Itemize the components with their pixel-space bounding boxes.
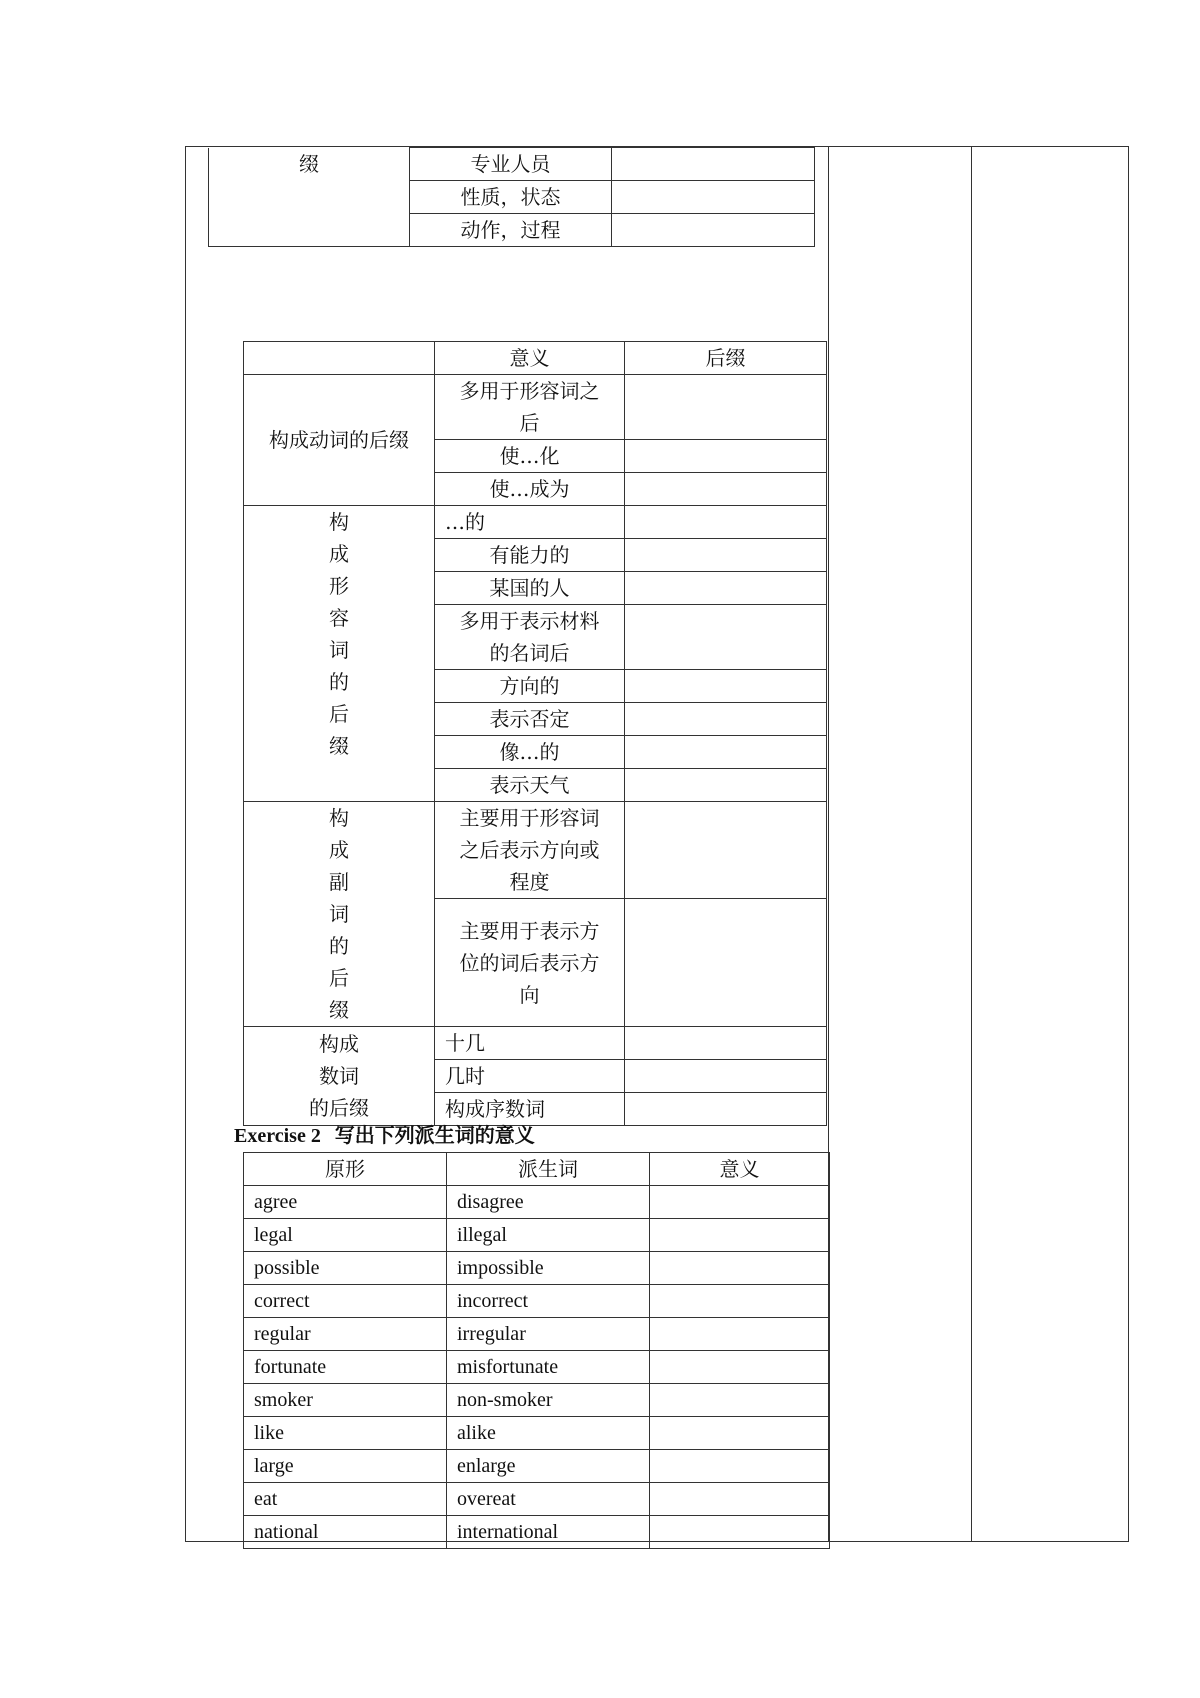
top-meaning-cell: 专业人员	[410, 148, 612, 181]
top-left-cell	[209, 148, 410, 247]
meaning-answer-cell[interactable]	[650, 1417, 830, 1450]
meaning-answer-cell[interactable]	[650, 1186, 830, 1219]
label-char: 词	[329, 902, 349, 926]
table-row	[244, 1351, 830, 1384]
suffix-answer-cell[interactable]	[625, 1060, 827, 1093]
meaning-answer-cell[interactable]	[650, 1516, 830, 1549]
label-char: 成	[329, 838, 349, 862]
base-word: like	[244, 1417, 447, 1450]
meaning-line: 多用于表示材料	[459, 609, 600, 633]
meaning-cell: 某国的人	[435, 572, 625, 605]
meaning-line: 主要用于形容词	[459, 806, 600, 831]
base-word: agree	[244, 1186, 447, 1219]
header-suffix: 后缀	[625, 342, 827, 375]
suffix-answer-cell[interactable]	[625, 605, 827, 670]
header-meaning: 意义	[435, 342, 625, 375]
label-char: 的	[329, 934, 349, 958]
top-suffix-cell[interactable]	[612, 181, 815, 214]
meaning-cell: 表示天气	[435, 769, 625, 802]
ex2-header-derived: 派生词	[447, 1153, 650, 1186]
suffix-table	[243, 341, 827, 1126]
table-row	[244, 1285, 830, 1318]
suffix-answer-cell[interactable]	[625, 572, 827, 605]
base-word: possible	[244, 1252, 447, 1285]
derived-word: international	[447, 1516, 650, 1549]
suffix-answer-cell[interactable]	[625, 899, 827, 1027]
meaning-cell	[435, 899, 625, 1027]
table-row	[244, 1483, 830, 1516]
suffix-answer-cell[interactable]	[625, 769, 827, 802]
label-char: 容	[329, 606, 349, 630]
table-row	[244, 1417, 830, 1450]
label-line: 的后缀	[309, 1096, 369, 1120]
outer-col-divider-2	[971, 146, 972, 1542]
suffix-answer-cell[interactable]	[625, 473, 827, 506]
meaning-answer-cell[interactable]	[650, 1318, 830, 1351]
top-suffix-cell[interactable]	[612, 214, 815, 247]
label-char: 的	[329, 670, 349, 694]
suffix-answer-cell[interactable]	[625, 1093, 827, 1126]
derived-word: overeat	[447, 1483, 650, 1516]
top-suffix-table	[208, 147, 815, 247]
table-row	[244, 1186, 830, 1219]
label-char: 成	[329, 542, 349, 566]
suffix-answer-cell[interactable]	[625, 440, 827, 473]
meaning-cell: 使…成为	[435, 473, 625, 506]
label-char: 构	[329, 510, 349, 534]
table-row	[244, 1516, 830, 1549]
meaning-answer-cell[interactable]	[650, 1483, 830, 1516]
table-row	[244, 1318, 830, 1351]
suffix-answer-cell[interactable]	[625, 670, 827, 703]
label-line: 数词	[319, 1064, 359, 1088]
label-char: 缀	[329, 734, 349, 758]
verb-group-label: 构成动词的后缀	[244, 375, 435, 506]
derived-word: misfortunate	[447, 1351, 650, 1384]
label-char: 词	[329, 638, 349, 662]
suffix-answer-cell[interactable]	[625, 736, 827, 769]
table-row	[244, 1450, 830, 1483]
derived-word: incorrect	[447, 1285, 650, 1318]
ex2-header-meaning: 意义	[650, 1153, 830, 1186]
meaning-cell: 有能力的	[435, 539, 625, 572]
meaning-cell	[435, 802, 625, 899]
top-meaning-cell: 性质，状态	[410, 181, 612, 214]
num-group-label	[244, 1027, 435, 1126]
derived-word: irregular	[447, 1318, 650, 1351]
suffix-answer-cell[interactable]	[625, 506, 827, 539]
ex2-header-base: 原形	[244, 1153, 447, 1186]
base-word: legal	[244, 1219, 447, 1252]
suffix-answer-cell[interactable]	[625, 1027, 827, 1060]
meaning-line: 主要用于表示方	[459, 918, 600, 943]
base-word: correct	[244, 1285, 447, 1318]
suffix-answer-cell[interactable]	[625, 375, 827, 440]
suffix-answer-cell[interactable]	[625, 703, 827, 736]
suffix-answer-cell[interactable]	[625, 539, 827, 572]
exercise2-table	[243, 1152, 830, 1549]
derived-word: non-smoker	[447, 1384, 650, 1417]
meaning-cell: 十几	[435, 1027, 625, 1060]
meaning-line: 的名词后	[489, 641, 570, 665]
exercise2-title-cn: 写出下列派生词的意义	[334, 1123, 535, 1147]
top-suffix-cell[interactable]	[612, 148, 815, 181]
derived-word: illegal	[447, 1219, 650, 1252]
meaning-cell: 几时	[435, 1060, 625, 1093]
table-row	[244, 1252, 830, 1285]
adj-group-label	[244, 506, 435, 802]
base-word: large	[244, 1450, 447, 1483]
meaning-answer-cell[interactable]	[650, 1450, 830, 1483]
meaning-line: 后	[519, 411, 540, 435]
top-meaning-cell: 动作，过程	[410, 214, 612, 247]
meaning-line: 之后表示方向或	[459, 838, 600, 863]
meaning-line: 多用于形容词之	[459, 379, 600, 403]
exercise2-title-en: Exercise 2	[234, 1125, 321, 1147]
meaning-cell: 使…化	[435, 440, 625, 473]
meaning-cell: 像…的	[435, 736, 625, 769]
label-char: 构	[329, 806, 349, 830]
base-word: eat	[244, 1483, 447, 1516]
meaning-line: 程度	[509, 870, 550, 895]
label-line: 构成	[319, 1032, 359, 1056]
meaning-answer-cell[interactable]	[650, 1384, 830, 1417]
table-row	[244, 1384, 830, 1417]
meaning-cell: …的	[435, 506, 625, 539]
label-char: 副	[329, 870, 349, 894]
table-row	[244, 1219, 830, 1252]
meaning-answer-cell[interactable]	[650, 1285, 830, 1318]
exercise2-title	[234, 1119, 535, 1152]
base-word: regular	[244, 1318, 447, 1351]
label-char: 后	[329, 702, 349, 726]
meaning-answer-cell[interactable]	[650, 1351, 830, 1384]
adv-group-label	[244, 802, 435, 1027]
meaning-cell: 表示否定	[435, 703, 625, 736]
label-char: 形	[329, 574, 349, 598]
top-left-label: 缀	[299, 151, 319, 176]
meaning-answer-cell[interactable]	[650, 1252, 830, 1285]
meaning-cell	[435, 375, 625, 440]
meaning-answer-cell[interactable]	[650, 1219, 830, 1252]
meaning-line: 位的词后表示方	[459, 950, 600, 975]
derived-word: alike	[447, 1417, 650, 1450]
meaning-cell: 方向的	[435, 670, 625, 703]
derived-word: disagree	[447, 1186, 650, 1219]
label-char: 缀	[329, 998, 349, 1022]
header-blank	[244, 342, 435, 375]
label-char: 后	[329, 966, 349, 990]
base-word: national	[244, 1516, 447, 1549]
derived-word: impossible	[447, 1252, 650, 1285]
outer-right-border	[1128, 146, 1129, 1542]
base-word: fortunate	[244, 1351, 447, 1384]
suffix-answer-cell[interactable]	[625, 802, 827, 899]
meaning-cell	[435, 605, 625, 670]
meaning-cell: 构成序数词	[435, 1093, 625, 1126]
base-word: smoker	[244, 1384, 447, 1417]
meaning-line: 向	[519, 982, 540, 1007]
derived-word: enlarge	[447, 1450, 650, 1483]
outer-left-border	[185, 146, 186, 1542]
